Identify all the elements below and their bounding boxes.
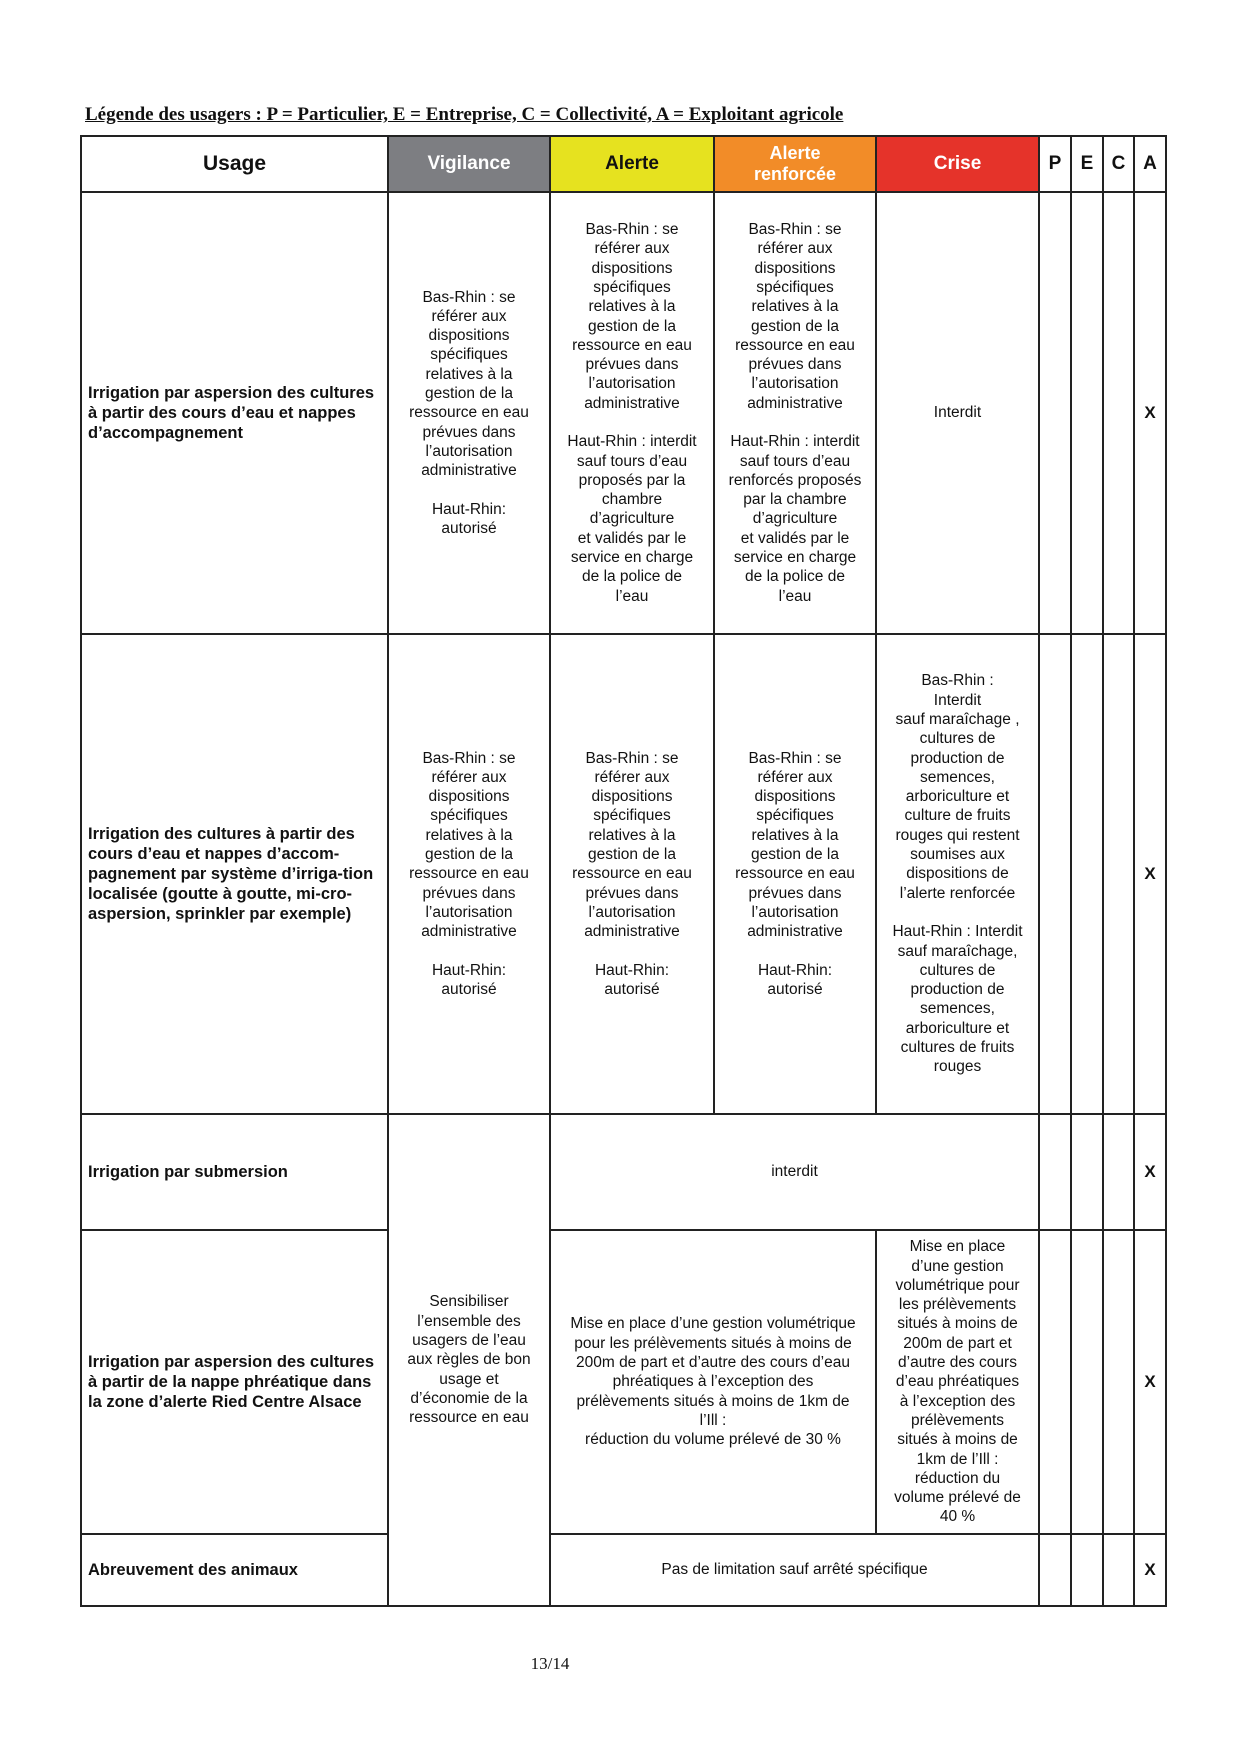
flag-p-cell	[1039, 192, 1071, 634]
flag-a-cell: X	[1134, 1230, 1166, 1534]
vigilance-cell: Bas-Rhin : se référer aux dispositions spécifiques relatives à la gestion de la ressource en eau prévues dans l’autorisation administrative Haut-Rhin: autorisé	[388, 192, 550, 634]
alerte-cell: Bas-Rhin : se référer aux dispositions spécifiques relatives à la gestion de la ressource en eau prévues dans l’autorisation administrative Haut-Rhin: autorisé	[550, 634, 714, 1114]
usage-cell: Irrigation par aspersion des cultures à partir de la nappe phréatique dans la zone d’alerte Ried Centre Alsace	[81, 1230, 388, 1534]
header-row	[81, 136, 1166, 192]
alerte-to-crise-cell: interdit	[550, 1114, 1039, 1230]
alerte-to-crise-cell: Pas de limitation sauf arrêté spécifique	[550, 1534, 1039, 1606]
table-row	[81, 1114, 1166, 1230]
header-alerte: Alerte	[550, 136, 714, 192]
flag-a-cell: X	[1134, 1114, 1166, 1230]
flag-c-cell	[1103, 192, 1134, 634]
header-usage: Usage	[81, 136, 388, 192]
header-e: E	[1071, 136, 1103, 192]
header-alerte-renforcee: Alerte renforcée	[714, 136, 876, 192]
flag-e-cell	[1071, 634, 1103, 1114]
table-row	[81, 1534, 1166, 1606]
flag-a-cell: X	[1134, 634, 1166, 1114]
flag-c-cell	[1103, 1114, 1134, 1230]
header-p: P	[1039, 136, 1071, 192]
flag-p-cell	[1039, 1534, 1071, 1606]
header-c: C	[1103, 136, 1134, 192]
flag-c-cell	[1103, 634, 1134, 1114]
crise-cell: Interdit	[876, 192, 1039, 634]
table-row	[81, 192, 1166, 634]
alerte-to-renforcee-cell: Mise en place d’une gestion volumétrique pour les prélèvements situés à moins de 200m de part et d’autre des cours d’eau phréatiques à l’exception des prélèvements situés à moins de 1km de l’Ill : réduction du volume prélevé de 30 %	[550, 1230, 876, 1534]
usage-cell: Irrigation des cultures à partir des cours d’eau et nappes d’accom-pagnement par système d’irriga-tion localisée (goutte à goutte, mi-cro-aspersion, sprinkler par exemple)	[81, 634, 388, 1114]
flag-e-cell	[1071, 1230, 1103, 1534]
header-a: A	[1134, 136, 1166, 192]
crise-cell: Bas-Rhin : Interdit sauf maraîchage , cultures de production de semences, arboriculture et culture de fruits rouges qui restent soumises aux dispositions de l’alerte renforcée Haut-Rhin : Interdit sauf maraîchage, cultures de production de semences, arboriculture et cultures de fruits rouges	[876, 634, 1039, 1114]
table-row	[81, 1230, 1166, 1534]
flag-c-cell	[1103, 1230, 1134, 1534]
vigilance-shared-cell: Sensibiliser l’ensemble des usagers de l’eau aux règles de bon usage et d’économie de la ressource en eau	[388, 1114, 550, 1606]
flag-c-cell	[1103, 1534, 1134, 1606]
vigilance-cell: Bas-Rhin : se référer aux dispositions spécifiques relatives à la gestion de la ressource en eau prévues dans l’autorisation administrative Haut-Rhin: autorisé	[388, 634, 550, 1114]
header-crise: Crise	[876, 136, 1039, 192]
flag-p-cell	[1039, 1114, 1071, 1230]
usage-cell: Abreuvement des animaux	[81, 1534, 388, 1606]
flag-a-cell: X	[1134, 192, 1166, 634]
flag-e-cell	[1071, 192, 1103, 634]
alerte-renforcee-cell: Bas-Rhin : se référer aux dispositions spécifiques relatives à la gestion de la ressource en eau prévues dans l’autorisation administrative Haut-Rhin: autorisé	[714, 634, 876, 1114]
user-legend: Légende des usagers : P = Particulier, E = Entreprise, C = Collectivité, A = Exploitant agricole	[85, 104, 844, 125]
flag-e-cell	[1071, 1114, 1103, 1230]
flag-p-cell	[1039, 1230, 1071, 1534]
usage-cell: Irrigation par aspersion des cultures à partir des cours d’eau et nappes d’accompagnement	[81, 192, 388, 634]
flag-e-cell	[1071, 1534, 1103, 1606]
flag-p-cell	[1039, 634, 1071, 1114]
usage-cell: Irrigation par submersion	[81, 1114, 388, 1230]
header-vigilance: Vigilance	[388, 136, 550, 192]
crise-cell: Mise en place d’une gestion volumétrique pour les prélèvements situés à moins de 200m de part et d’autre des cours d’eau phréatiques à l’exception des prélèvements situés à moins de 1km de l’Ill : réduction du volume prélevé de 40 %	[876, 1230, 1039, 1534]
alerte-cell: Bas-Rhin : se référer aux dispositions spécifiques relatives à la gestion de la ressource en eau prévues dans l’autorisation administrative Haut-Rhin : interdit sauf tours d’eau proposés par la chambre d’agriculture et validés par le service en charge de la police de l’eau	[550, 192, 714, 634]
restriction-table	[80, 135, 1167, 1607]
alerte-renforcee-cell: Bas-Rhin : se référer aux dispositions spécifiques relatives à la gestion de la ressource en eau prévues dans l’autorisation administrative Haut-Rhin : interdit sauf tours d’eau renforcés proposés par la chambre d’agriculture et validés par le service en charge de la police de l’eau	[714, 192, 876, 634]
table-row	[81, 634, 1166, 1114]
flag-a-cell: X	[1134, 1534, 1166, 1606]
page-number: 13/14	[530, 1654, 570, 1673]
